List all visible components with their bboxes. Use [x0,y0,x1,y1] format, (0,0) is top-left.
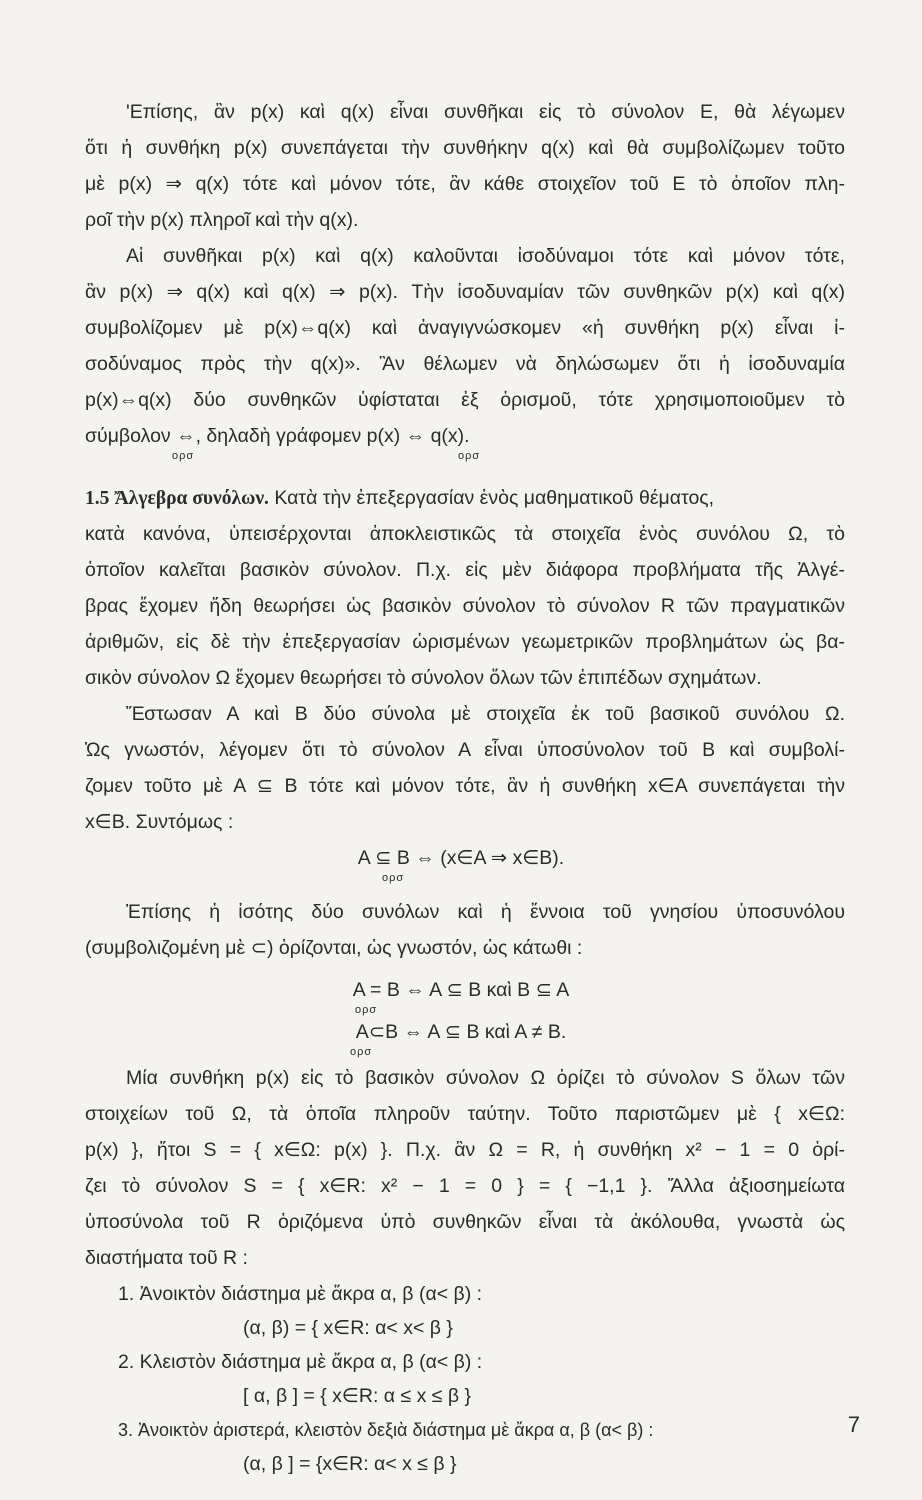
interval-title: 1. Ἀνοικτὸν διάστημα μὲ ἄκρα α, β (α< β) : [118,1283,483,1305]
interval-title: 3. Ἀνοικτὸν ἀριστερά, κλειστὸν δεξιὰ διάστημα μὲ ἄκρα α, β (α< β) : [118,1420,654,1440]
paragraph-2-line: Αἱ συνθῆκαι p(x) καὶ q(x) καλοῦνται ἰσοδύναμοι τότε καὶ μόνον τότε, [126,245,845,267]
paragraph-1-line: μὲ p(x) ⇒ q(x) τότε καὶ μόνον τότε, ἂν κάθε στοιχεῖον τοῦ Ε τὸ ὁποῖον πλη- [85,173,845,195]
ops-label: ορσ [172,450,195,462]
paragraph-1-line: ὅτι ἡ συνθήκη p(x) συνεπάγεται τὴν συνθήκην q(x) καὶ θὰ συμβολίζωμεν τοῦτο [85,137,845,159]
paragraph-6-line: διαστήματα τοῦ R : [85,1247,248,1269]
section-heading: 1.5 Ἄλγεβρα συνόλων. [85,488,269,509]
paragraph-5-line: (συμβολιζομένη μὲ ⊂) ὁρίζονται, ὡς γνωστόν, ὡς κάτωθι : [85,937,583,959]
paragraph-3-line: σικὸν σύνολον Ω ἔχομεν θεωρήσει τὸ σύνολον ὅλων τῶν ἐπιπέδων σχημάτων. [85,667,762,689]
paragraph-4-line: x∈B. Συντόμως : [85,811,234,833]
interval-formula: (α, β) = { x∈R: α< x< β } [243,1317,453,1339]
interval-title: 2. Κλειστὸν διάστημα μὲ ἄκρα α, β (α< β) : [118,1351,483,1373]
page-number: 7 [847,1412,860,1437]
paragraph-3-line: Κατὰ τὴν ἐπεξεργασίαν ἑνὸς μαθηματικοῦ θέματος, [274,487,715,509]
ops-label: ορσ [382,872,405,884]
paragraph-6-line: ὑποσύνολα τοῦ R ὁριζόμενα ὑπὸ συνθηκῶν εἶναι τὰ ἀκόλουθα, γνωστὰ ὡς [85,1211,845,1233]
ops-label: ορσ [350,1046,373,1058]
paragraph-6-line: Μία συνθήκη p(x) εἰς τὸ βασικὸν σύνολον Ω ὁρίζει τὸ σύνολον S ὅλων τῶν [126,1067,845,1089]
paragraph-4-line: ζομεν τοῦτο μὲ Α ⊆ Β τότε καὶ μόνον τότε, ἂν ἡ συνθήκη x∈A συνεπάγεται τὴν [85,775,845,797]
paragraph-6-line: στοιχείων τοῦ Ω, τὰ ὁποῖα πληροῦν ταύτην. Τοῦτο παριστῶμεν μὲ { x∈Ω: [85,1103,845,1125]
section-line [85,486,845,511]
formula-proper-subset: Α⊂Β ⇔ Α ⊆ Β καὶ Α ≠ Β. [355,1021,567,1043]
formula-equality: Α = Β ⇔ Α ⊆ Β καὶ Β ⊆ Α [352,979,570,1001]
formula-subset: Α ⊆ Β ⇔ (x∈A ⇒ x∈B). [357,847,565,869]
interval-formula: [ α, β ] = { x∈R: α ≤ x ≤ β } [243,1385,472,1407]
paragraph-2-line: σύμβολον ⇔, δηλαδὴ γράφομεν p(x) ⇔ q(x). [85,425,470,447]
paragraph-1-line: 'Επίσης, ἂν p(x) καὶ q(x) εἶναι συνθῆκαι εἰς τὸ σύνολον Ε, θὰ λέγωμεν [126,101,845,123]
ops-label: ορσ [458,450,481,462]
paragraph-5-line: Ἐπίσης ἡ ἰσότης δύο συνόλων καὶ ἡ ἔννοια τοῦ γνησίου ὑποσυνόλου [126,901,845,923]
paragraph-4-line: Ὡς γνωστόν, λέγομεν ὅτι τὸ σύνολον Α εἶναι ὑποσύνολον τοῦ Β καὶ συμβολί- [85,739,845,761]
paragraph-2-line: ἂν p(x) ⇒ q(x) καὶ q(x) ⇒ p(x). Τὴν ἰσοδυναμίαν τῶν συνθηκῶν p(x) καὶ q(x) [85,281,845,303]
paragraph-3-line: βρας ἔχομεν ἤδη θεωρήσει ὡς βασικὸν σύνολον τὸ σύνολον R τῶν πραγματικῶν [85,595,845,617]
paragraph-4-line: Ἔστωσαν Α καὶ Β δύο σύνολα μὲ στοιχεῖα ἐκ τοῦ βασικοῦ συνόλου Ω. [126,703,845,725]
paragraph-2-line: συμβολίζομεν μὲ p(x)⇔q(x) καὶ ἀναγιγνώσκομεν «ἡ συνθήκη p(x) εἶναι ἰ- [85,317,845,339]
ops-label: ορσ [355,1004,378,1016]
paragraph-1-line: ροῖ τὴν p(x) πληροῖ καὶ τὴν q(x). [85,209,359,231]
paragraph-2-line: p(x)⇔q(x) δύο συνθηκῶν ὑφίσταται ἐξ ὁρισμοῦ, τότε χρησιμοποιοῦμεν τὸ [85,389,845,411]
paragraph-6-line: p(x) }, ἤτοι S = { x∈Ω: p(x) }. Π.χ. ἂν Ω = R, ἡ συνθήκη x² − 1 = 0 ὁρί- [85,1139,845,1161]
interval-formula: (α, β ] = {x∈R: α< x ≤ β } [243,1453,457,1475]
paragraph-2-line: σοδύναμος πρὸς τὴν q(x)». Ἂν θέλωμεν νὰ δηλώσωμεν ὅτι ἡ ἰσοδυναμία [85,353,845,375]
paragraph-3-line: κατὰ κανόνα, ὑπεισέρχονται ἀποκλειστικῶς τὰ στοιχεῖα ἑνὸς συνόλου Ω, τὸ [85,523,845,545]
paragraph-3-line: ὁποῖον καλεῖται βασικὸν σύνολον. Π.χ. εἰς μὲν διάφορα προβλήματα τῆς Ἀλγέ- [85,559,845,581]
paragraph-6-line: ζει τὸ σύνολον S = { x∈R: x² − 1 = 0 } = { −1,1 }. Ἄλλα ἀξιοσημείωτα [85,1175,845,1197]
paragraph-3-line: ἀριθμῶν, εἰς δὲ τὴν ἐπεξεργασίαν ὡρισμένων γεωμετρικῶν προβλημάτων ὡς βα- [85,631,845,653]
